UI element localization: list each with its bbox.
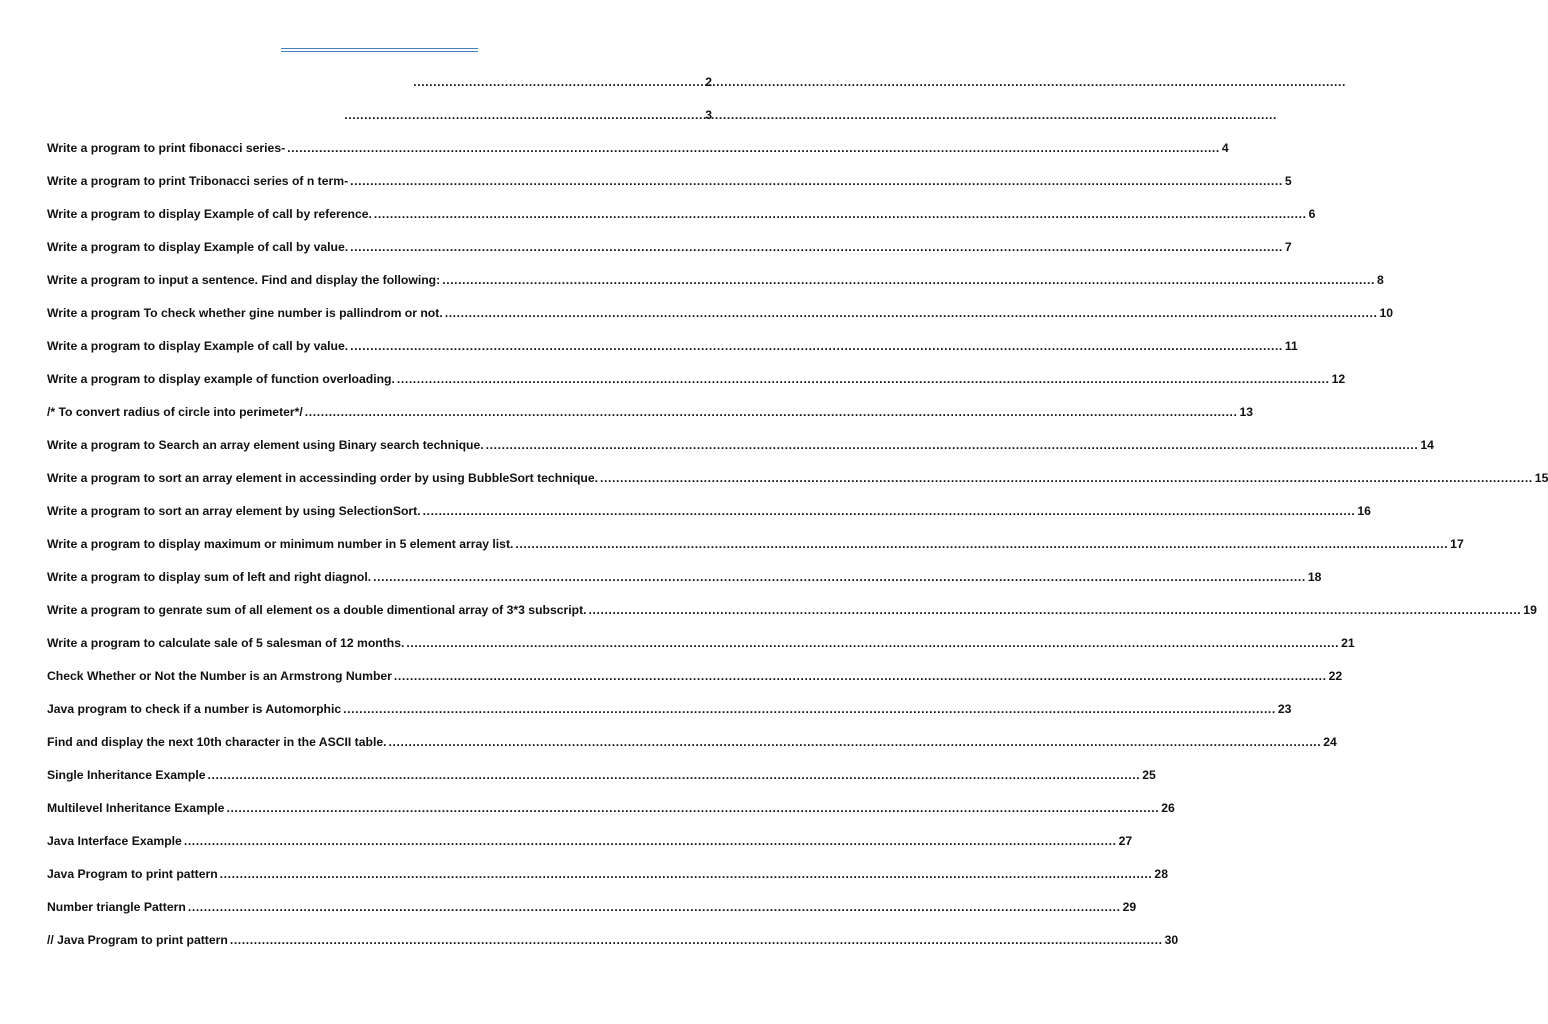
toc-entry[interactable] [47, 138, 1229, 171]
toc-page-number: 21 [1341, 636, 1355, 650]
dot-leader [589, 600, 1522, 621]
toc-page-number: 5 [1284, 174, 1292, 188]
dot-leader [230, 930, 1163, 951]
toc-entry[interactable] [47, 501, 1371, 534]
toc-page-number: 12 [1331, 372, 1346, 386]
dot-leader [343, 699, 1276, 720]
toc-entry[interactable] [47, 666, 1343, 699]
toc-entry[interactable] [47, 600, 1537, 633]
dot-leader [220, 864, 1153, 885]
toc-page-number: 30 [1164, 933, 1179, 947]
toc-page-number: 10 [1379, 306, 1394, 320]
toc-entry-title: Java program to check if a number is Automorphic [47, 702, 342, 716]
toc-page-number: 7 [1284, 240, 1292, 254]
dot-leader [184, 831, 1117, 852]
toc-entry[interactable] [47, 897, 1137, 930]
dot-leader [486, 435, 1419, 456]
dot-leader [445, 303, 1378, 324]
toc-entry-title: Write a program to Search an array element using Binary search technique. [47, 438, 484, 452]
toc-entry[interactable] [47, 765, 1156, 798]
dot-leader [305, 402, 1238, 423]
toc-entry-title: Write a program to print Tribonacci series of n term- [47, 174, 349, 188]
toc-entry[interactable] [47, 72, 712, 105]
toc-entry[interactable] [47, 732, 1337, 765]
toc-page-number: 2 [705, 75, 712, 89]
toc-entry[interactable] [47, 831, 1133, 864]
dot-leader [344, 105, 703, 126]
dot-leader [374, 204, 1307, 225]
toc-entry-title: Write a program to display sum of left and right diagnol. [47, 570, 372, 584]
toc-entry[interactable] [47, 798, 1175, 831]
toc-entry[interactable] [47, 105, 712, 138]
toc-entry[interactable] [47, 633, 1355, 666]
toc-entry[interactable] [47, 336, 1298, 369]
toc-page-number: 13 [1239, 405, 1254, 419]
dot-leader [423, 501, 1356, 522]
toc-entry-title: Single Inheritance Example [47, 768, 206, 782]
toc-page-number: 23 [1277, 702, 1292, 716]
toc-entry-title: Check Whether or Not the Number is an Armstrong Number [47, 669, 392, 683]
dot-leader [389, 732, 1322, 753]
toc-entry-title: Write a program to input a sentence. Find and display the following: [47, 273, 441, 287]
toc-entry[interactable] [47, 171, 1292, 204]
toc-page-number: 26 [1161, 801, 1175, 815]
toc-page-number: 29 [1122, 900, 1137, 914]
toc-entry[interactable] [47, 699, 1292, 732]
dot-leader [600, 468, 1533, 489]
toc-entry[interactable] [47, 237, 1292, 270]
toc-page-number: 18 [1307, 570, 1322, 584]
toc-entry-title: Write a program to display Example of call by value. [47, 339, 349, 353]
toc-page-number: 27 [1118, 834, 1133, 848]
dot-leader [350, 171, 1283, 192]
toc-entry-title: Java Interface Example [47, 834, 182, 848]
toc-entry-title: Number triangle Pattern [47, 900, 186, 914]
toc-page-number: 3 [705, 108, 712, 122]
dot-leader [226, 798, 1159, 819]
toc-page-number: 17 [1450, 537, 1464, 551]
dot-leader [188, 897, 1121, 918]
toc-page-number: 16 [1357, 504, 1371, 518]
dot-leader [406, 633, 1339, 654]
toc-entry[interactable] [47, 930, 1179, 963]
toc-page-number: 14 [1420, 438, 1434, 452]
toc-entry[interactable] [47, 534, 1464, 567]
dot-leader [287, 138, 1220, 159]
dot-leader [515, 534, 1448, 555]
toc-entry[interactable] [47, 435, 1434, 468]
toc-page-number: 8 [1376, 273, 1384, 287]
toc-entry-title: Java Program to print pattern [47, 867, 218, 881]
toc-entry[interactable] [47, 567, 1322, 600]
toc-entry-title: Write a program to genrate sum of all element os a double dimentional array of 3*3 subscript. [47, 603, 587, 617]
dot-leader [208, 765, 1141, 786]
toc-entry[interactable] [47, 402, 1254, 435]
toc-entry[interactable] [47, 303, 1394, 336]
toc-entry-title: Find and display the next 10th character in the ASCII table. [47, 735, 387, 749]
toc-entry-title: Write a program to sort an array element by using SelectionSort. [47, 504, 421, 518]
toc-entry-title: Write a program To check whether gine number is pallindrom or not. [47, 306, 443, 320]
toc-page-number: 25 [1142, 768, 1156, 782]
dot-leader [350, 237, 1283, 258]
toc-entry[interactable] [47, 204, 1316, 237]
toc-entry-title: // Java Program to print pattern [47, 933, 228, 947]
toc-entry[interactable] [47, 468, 1548, 501]
dot-leader [413, 72, 703, 93]
dot-leader [442, 270, 1375, 291]
dot-leader [373, 567, 1306, 588]
toc-entry-title: Write a program to display Example of call by value. [47, 240, 349, 254]
title-underline [281, 48, 478, 52]
toc-page-number: 19 [1523, 603, 1537, 617]
toc-entry-title: Write a program to display example of function overloading. [47, 372, 395, 386]
toc-entry-title: /* To convert radius of circle into perimeter*/ [47, 405, 303, 419]
toc-page-number: 6 [1308, 207, 1316, 221]
toc-entry[interactable] [47, 369, 1346, 402]
toc-entry[interactable] [47, 864, 1168, 897]
toc-entry-title: Write a program to display maximum or minimum number in 5 element array list. [47, 537, 514, 551]
toc-page-number: 15 [1534, 471, 1548, 485]
toc-entry-title: Write a program to display Example of call by reference. [47, 207, 372, 221]
dot-leader [350, 336, 1283, 357]
toc-entry-title: Write a program to print fibonacci series- [47, 141, 286, 155]
dot-leader [397, 369, 1330, 390]
toc-entry[interactable] [47, 270, 1384, 303]
dot-leader [394, 666, 1327, 687]
toc-entry-title: Multilevel Inheritance Example [47, 801, 225, 815]
toc-page-number: 24 [1323, 735, 1337, 749]
toc-page-number: 11 [1284, 339, 1298, 353]
toc-entry-title: Write a program to calculate sale of 5 salesman of 12 months. [47, 636, 405, 650]
toc-entry-title: Write a program to sort an array element in accessinding order by using BubbleSort technique. [47, 471, 599, 485]
toc-page-number: 4 [1221, 141, 1229, 155]
table-of-contents [47, 72, 1548, 963]
toc-page-number: 22 [1328, 669, 1343, 683]
toc-page-number: 28 [1154, 867, 1168, 881]
